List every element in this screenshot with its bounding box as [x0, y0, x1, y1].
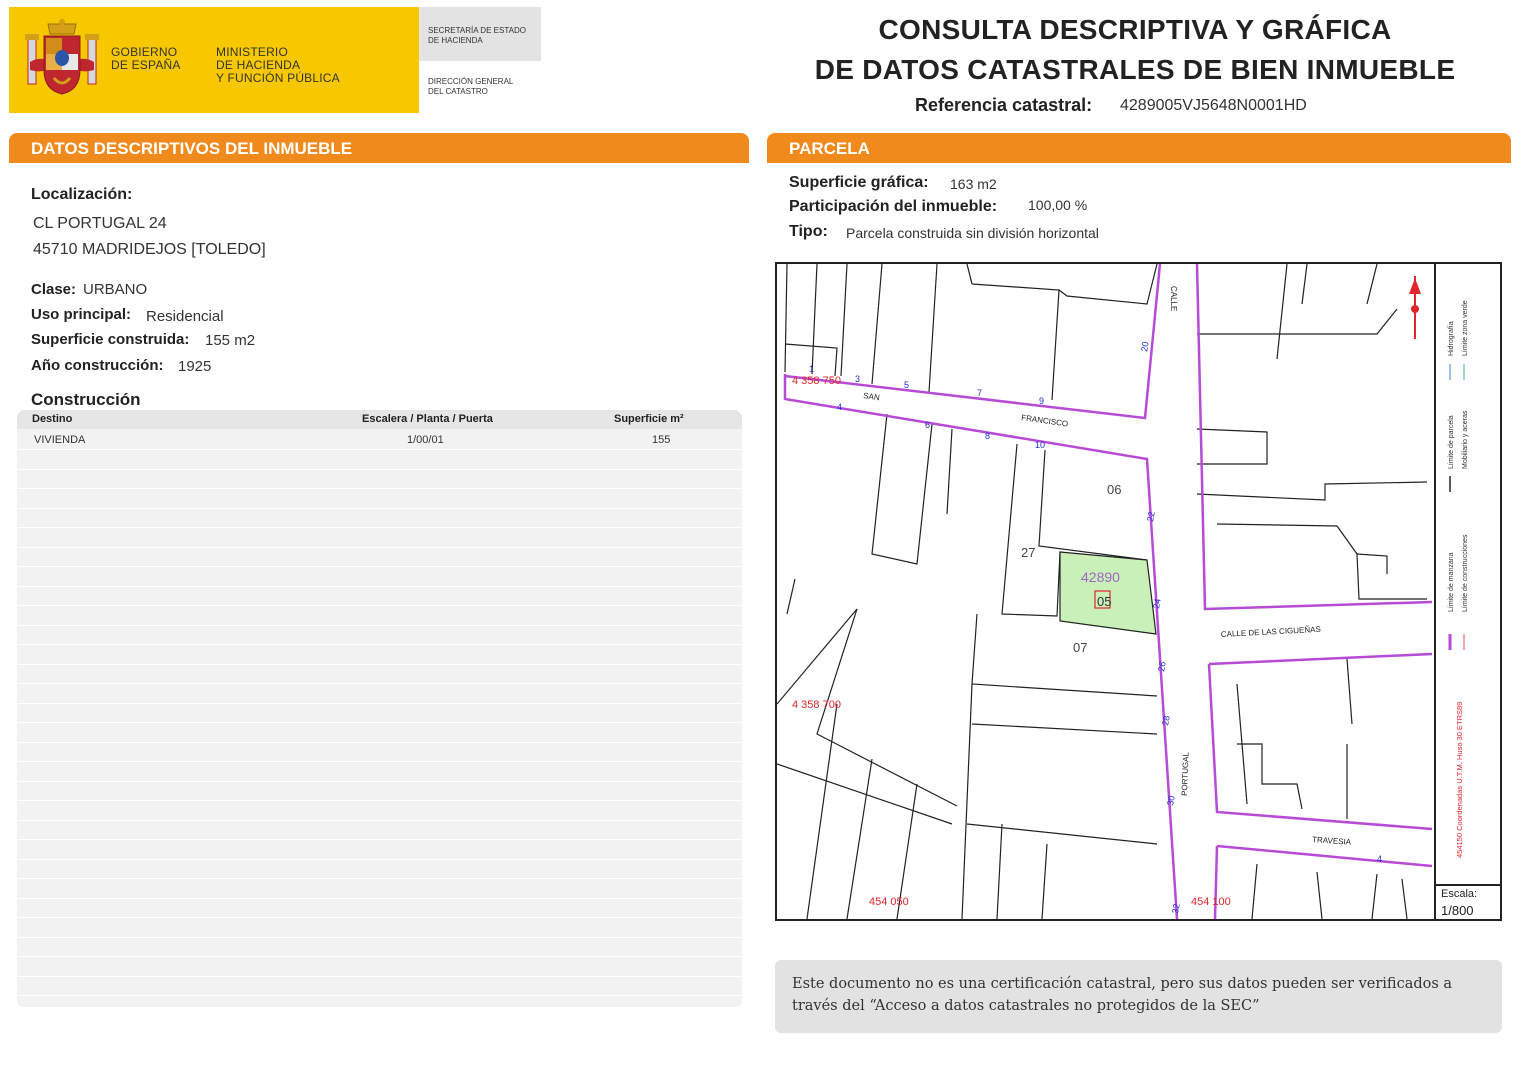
parcela-section-title: PARCELA	[789, 139, 870, 158]
house-number: 3	[855, 374, 861, 384]
table-row-line	[17, 547, 742, 548]
coat-of-arms-icon	[24, 18, 100, 100]
superficie-value: 155 m2	[205, 332, 256, 349]
legend-zona-verde: Límite zona verde	[1462, 300, 1469, 356]
house-number: 6	[925, 420, 931, 430]
construccion-title: Construcción	[31, 390, 141, 409]
clase-label: Clase:	[31, 281, 77, 298]
table-row-line	[17, 469, 742, 470]
table-row-line	[17, 917, 742, 918]
table-row-line	[17, 956, 742, 957]
ministry-name: MINISTERIO DE HACIENDA Y FUNCIÓN PÚBLICA	[216, 45, 340, 85]
legend-mobiliario: Mobiliario y aceras	[1462, 410, 1469, 469]
house-number: 32	[1170, 902, 1182, 915]
house-number: 4	[1377, 854, 1383, 864]
table-row-line	[17, 937, 742, 938]
cell-destino: VIVIENDA	[34, 434, 86, 446]
government-name: GOBIERNO DE ESPAÑA	[111, 45, 181, 72]
descriptive-section-title: DATOS DESCRIPTIVOS DEL INMUEBLE	[31, 139, 353, 158]
parcel-sub-label: 05	[1097, 594, 1112, 609]
table-row-line	[17, 781, 742, 782]
header-escalera: Escalera / Planta / Puerta	[362, 413, 493, 425]
table-row-line	[17, 742, 742, 743]
neighbor-label-07: 07	[1073, 640, 1088, 655]
clase-value: URBANO	[83, 281, 148, 298]
table-header	[17, 410, 742, 429]
tipo-label: Tipo:	[789, 223, 828, 240]
header-destino: Destino	[32, 413, 73, 425]
table-row-line	[17, 800, 742, 801]
superficie-grafica-label: Superficie gráfica:	[789, 174, 929, 191]
table-row-line	[17, 605, 742, 606]
table-row-line	[17, 586, 742, 587]
legend-limite-parcela: Límite de parcela	[1448, 415, 1455, 469]
cadastral-map-drawing	[777, 264, 1434, 919]
secretaria-text: SECRETARÍA DE ESTADO DE HACIENDA	[428, 26, 526, 45]
superficie-grafica-value: 163 m2	[950, 176, 997, 192]
street-label-travesia: TRAVESIA	[1311, 835, 1352, 847]
table-row-line	[17, 488, 742, 489]
legend-limite-manzana: Límite de manzana	[1448, 552, 1455, 612]
table-row-line	[17, 703, 742, 704]
disclaimer-text: Este documento no es una certificación catastral, pero sus datos pueden ser verificados a través del “Acceso a datos catastrales no protegidos de la SEC”	[792, 976, 1453, 1014]
coord-label-n750: 4 358 750	[792, 375, 841, 387]
table-row-line	[17, 527, 742, 528]
legend-limite-construcciones: Límite de construcciones	[1462, 534, 1469, 612]
house-number: 8	[985, 431, 991, 441]
table-row-line	[17, 566, 742, 567]
table-row-line	[17, 839, 742, 840]
parcel-number-label: 42890	[1081, 569, 1120, 585]
anio-label: Año construcción:	[31, 357, 164, 374]
scale-value: 1/800	[1441, 903, 1474, 918]
table-row-line	[17, 898, 742, 899]
coord-label-e100: 454 100	[1191, 896, 1231, 908]
house-number: 7	[977, 388, 983, 398]
table-row-line	[17, 859, 742, 860]
legend-hidrografia: Hidrografía	[1448, 321, 1455, 356]
page-title: CONSULTA DESCRIPTIVA Y GRÁFICA DE DATOS CATASTRALES DE BIEN INMUEBLE	[814, 14, 1456, 85]
referencia-value: 4289005VJ5648N0001HD	[1120, 97, 1307, 114]
parcela-section-header	[767, 133, 1511, 163]
house-number: 1	[809, 364, 815, 374]
table-row-line	[17, 508, 742, 509]
table-row-line	[17, 878, 742, 879]
address-line-1: CL PORTUGAL 24	[33, 215, 167, 232]
table-row-line	[17, 625, 742, 626]
legend-coordinates: 454150 Coordenadas U.T.M. Huso 30 ETRS89	[1455, 701, 1464, 858]
highlighted-parcel	[1060, 552, 1156, 634]
neighbor-label-27: 27	[1021, 545, 1036, 560]
table-row-line	[17, 722, 742, 723]
neighbor-label-06: 06	[1107, 482, 1122, 497]
house-number: 10	[1035, 440, 1046, 450]
tipo-value: Parcela construida sin división horizontal	[846, 225, 1099, 241]
street-label-ciguenas: CALLE DE LAS CIGUEÑAS	[1220, 624, 1322, 639]
superficie-label: Superficie construida:	[31, 331, 190, 348]
construction-table	[17, 410, 742, 1007]
table-row-line	[17, 976, 742, 977]
street-label-portugal: PORTUGAL	[1180, 751, 1191, 797]
street-label-francisco: FRANCISCO	[1020, 413, 1069, 429]
house-number: 20	[1139, 340, 1151, 353]
descriptive-section-header	[9, 133, 749, 163]
coord-label-e050: 454 050	[869, 896, 909, 908]
cell-superficie: 155	[652, 434, 671, 446]
house-number: 28	[1160, 714, 1172, 727]
uso-value: Residencial	[146, 308, 224, 325]
participacion-label: Participación del inmueble:	[789, 198, 998, 215]
participacion-value: 100,00 %	[1028, 197, 1088, 213]
house-number: 26	[1156, 660, 1168, 673]
house-number: 9	[1039, 396, 1045, 406]
anio-value: 1925	[178, 358, 212, 375]
house-number: 4	[837, 402, 843, 412]
street-label-calle: CALLE	[1169, 286, 1178, 312]
table-row-line	[17, 683, 742, 684]
street-label-san: SAN	[862, 391, 881, 403]
table-row-line	[17, 995, 742, 996]
house-number: 5	[904, 380, 910, 390]
header-superficie: Superficie m²	[614, 413, 684, 425]
house-number: 24	[1151, 597, 1163, 610]
table-row-line	[17, 644, 742, 645]
table-row-line	[17, 664, 742, 665]
referencia-label: Referencia catastral:	[915, 95, 1093, 115]
north-arrow-icon	[1409, 276, 1421, 339]
table-row-line	[17, 449, 742, 450]
cell-escalera: 1/00/01	[407, 434, 444, 446]
uso-label: Uso principal:	[31, 306, 132, 323]
direccion-text: DIRECCIÓN GENERAL DEL CATASTRO	[428, 77, 514, 96]
table-row-line	[17, 820, 742, 821]
scale-label: Escala:	[1441, 888, 1478, 900]
address-line-2: 45710 MADRIDEJOS [TOLEDO]	[33, 241, 266, 258]
coord-label-n700: 4 358 700	[792, 699, 841, 711]
localizacion-label: Localización:	[31, 186, 133, 203]
legend-drawing	[1436, 264, 1502, 884]
map-legend	[1434, 264, 1502, 884]
table-row-line	[17, 761, 742, 762]
house-number: 22	[1145, 510, 1157, 523]
house-number: 30	[1165, 794, 1177, 807]
